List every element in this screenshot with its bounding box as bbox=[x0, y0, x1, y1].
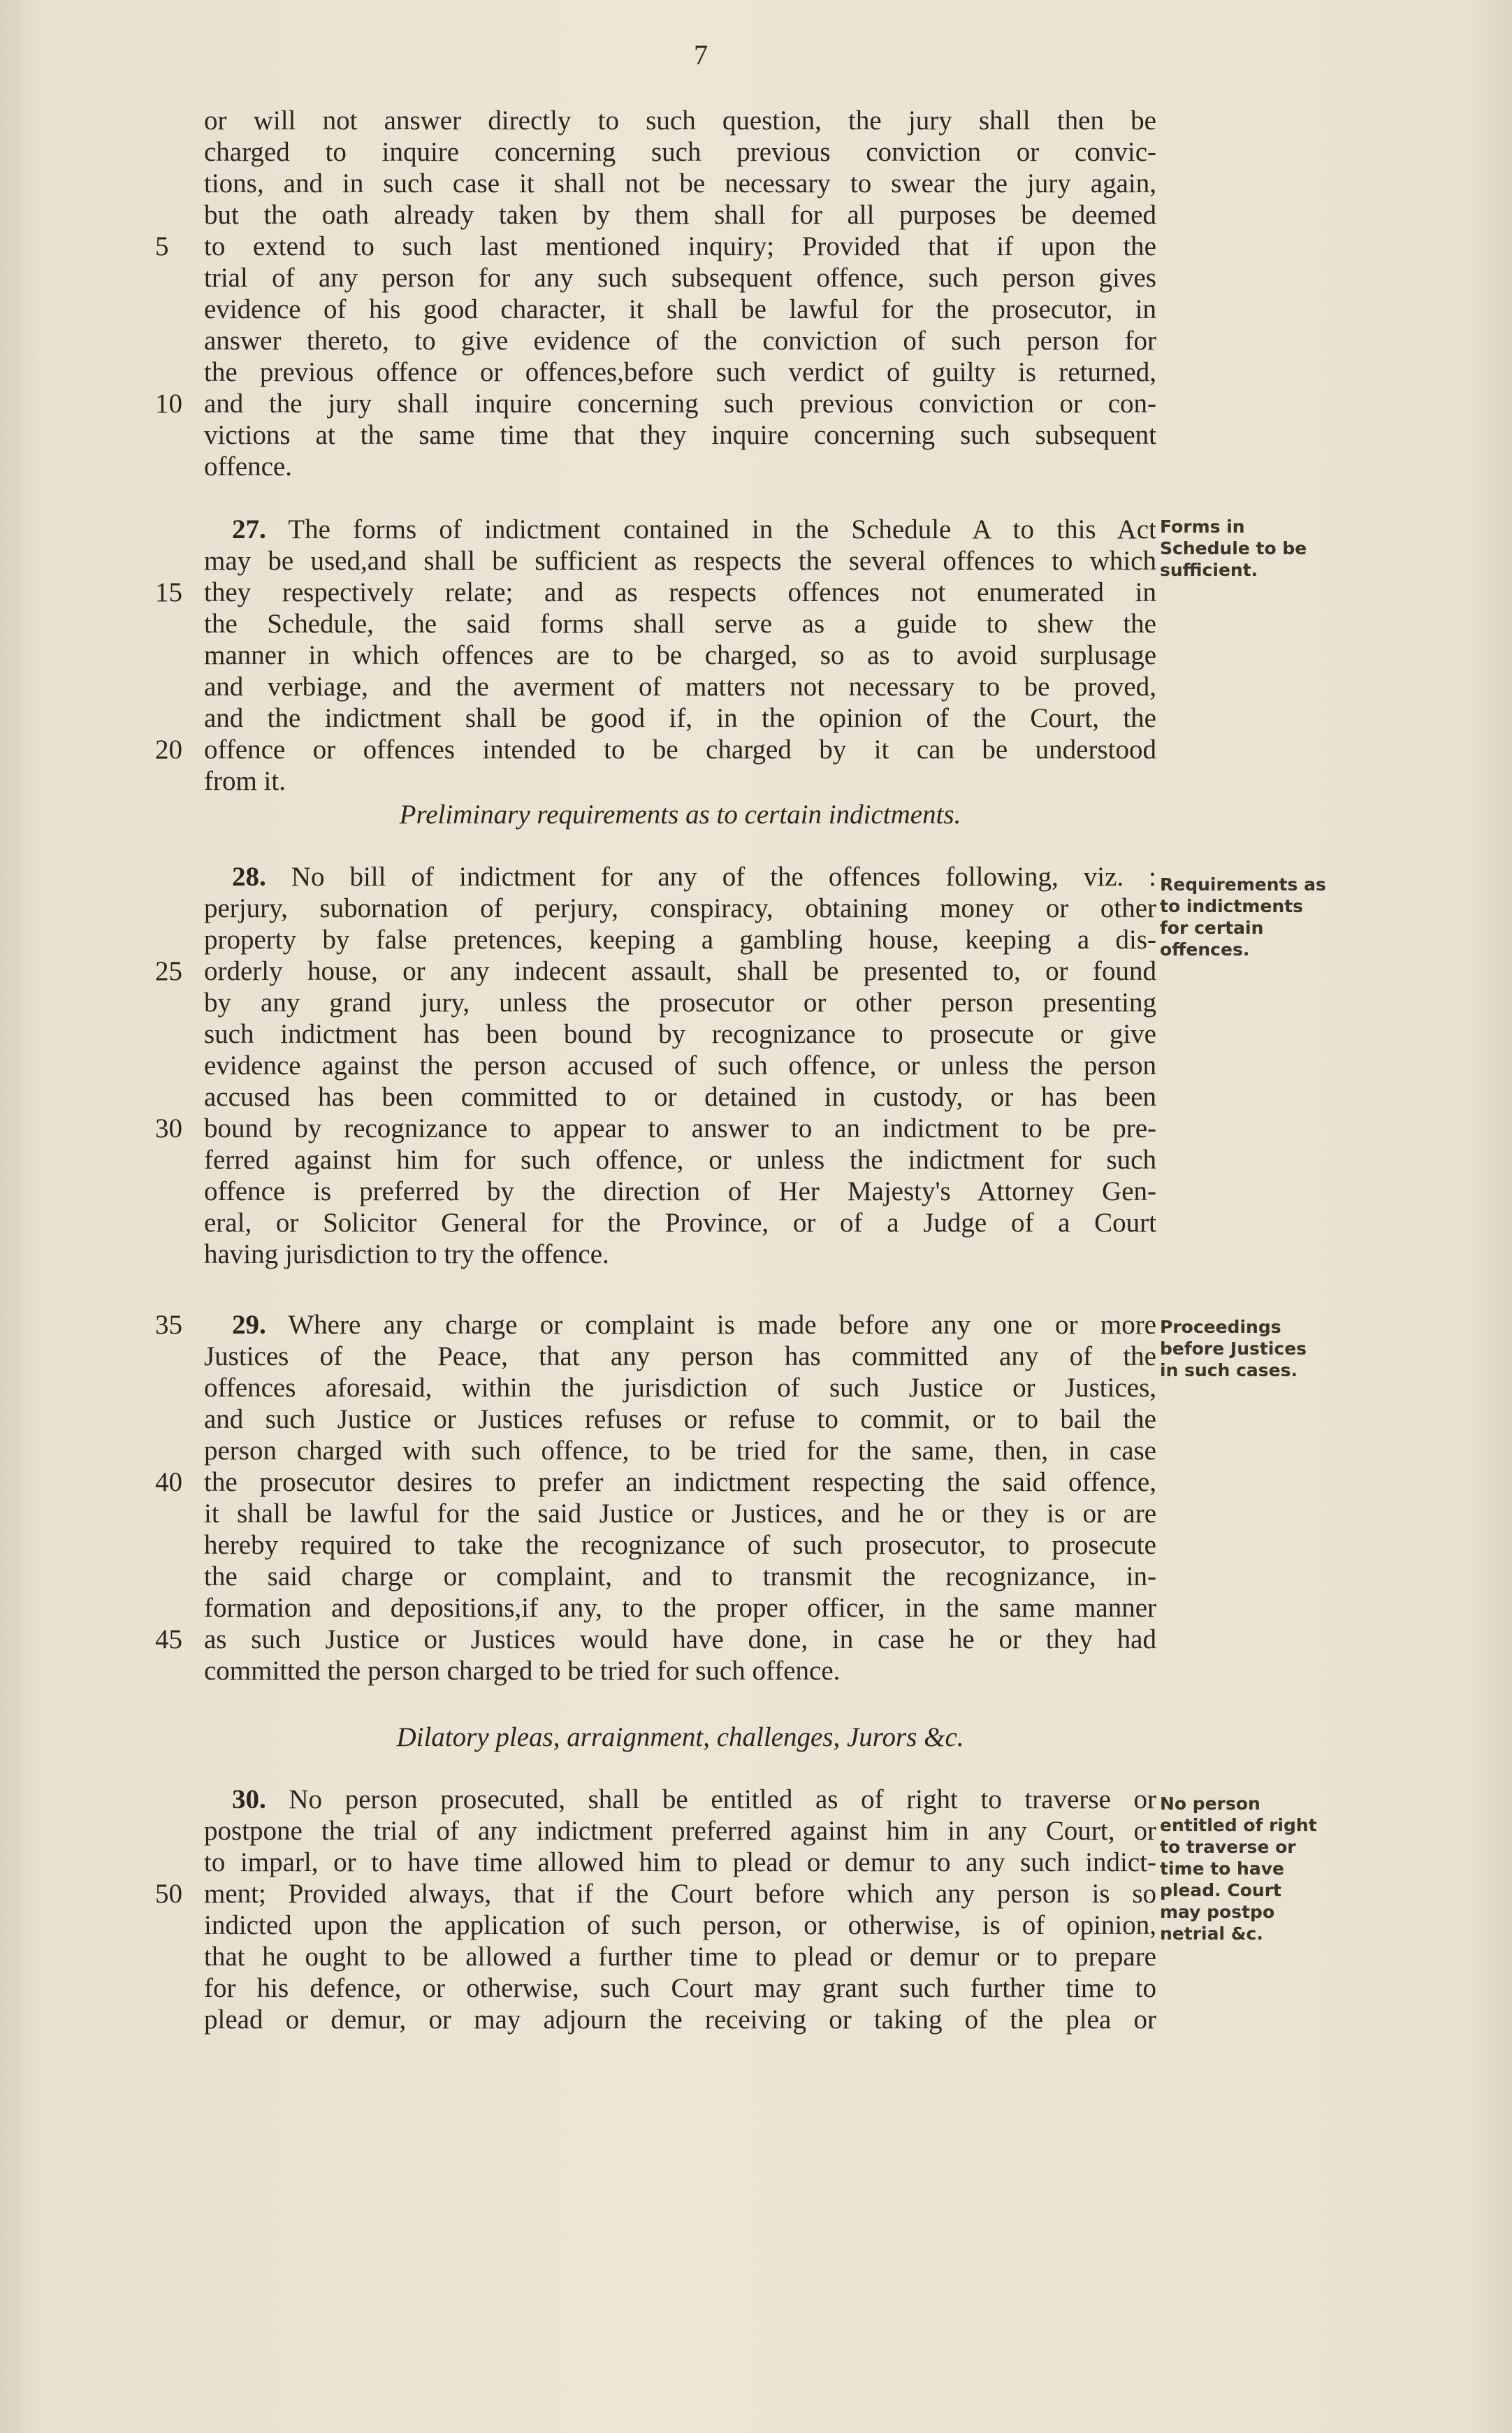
text-line: evidence of his good character, it shall be lawful for the prosecutor, in bbox=[204, 294, 1156, 324]
text-line: offence or offences intended to be charged by it can be understood bbox=[204, 735, 1156, 765]
section-first-text: No person prosecuted, shall be entitled as of right to traverse or bbox=[289, 1784, 1157, 1814]
page-number: 7 bbox=[694, 39, 708, 71]
text-line: it shall be lawful for the said Justice or Justices, and he or they is or are bbox=[204, 1499, 1156, 1529]
section-first-text: Where any charge or complaint is made before any one or more bbox=[288, 1310, 1156, 1340]
text-line: from it. bbox=[204, 766, 286, 796]
text-line: they respectively relate; and as respects offences not enumerated in bbox=[204, 577, 1156, 607]
section-number: 28. bbox=[232, 862, 266, 892]
text-line: committed the person charged to be tried for such offence. bbox=[204, 1656, 841, 1686]
text-line: trial of any person for any such subsequent offence, such person gives bbox=[204, 263, 1156, 293]
line-number: 30 bbox=[155, 1113, 182, 1143]
line-number: 35 bbox=[155, 1310, 182, 1340]
section-number: 27. bbox=[232, 514, 266, 544]
text-line: to extend to such last mentioned inquiry; Provided that if upon the bbox=[204, 231, 1156, 261]
text-line: Justices of the Peace, that any person has committed any of the bbox=[204, 1341, 1156, 1371]
text-line: accused has been committed to or detained in custody, or has been bbox=[204, 1082, 1156, 1112]
line-number: 10 bbox=[155, 389, 182, 419]
text-line: indicted upon the application of such person, or otherwise, is of opinion, bbox=[204, 1910, 1156, 1940]
text-line: hereby required to take the recognizance of such prosecutor, to prosecute bbox=[204, 1530, 1156, 1560]
text-line: formation and depositions,if any, to the proper officer, in the same manner bbox=[204, 1593, 1156, 1623]
margin-note-s29: Proceedings before Justices in such cases. bbox=[1160, 1317, 1307, 1380]
text-line: the previous offence or offences,before such verdict of guilty is returned, bbox=[204, 357, 1156, 387]
text-line: answer thereto, to give evidence of the conviction of such person for bbox=[204, 326, 1156, 356]
section-first-text: The forms of indictment contained in the Schedule A to this Act bbox=[288, 514, 1156, 544]
text-line: offence is preferred by the direction of Her Majesty's Attorney Gen- bbox=[204, 1176, 1156, 1206]
section-heading-dilatory: Dilatory pleas, arraignment, challenges, Jurors &c. bbox=[396, 1722, 964, 1752]
text-line: and the indictment shall be good if, in the opinion of the Court, the bbox=[204, 703, 1156, 733]
text-line: or will not answer directly to such question, the jury shall then be bbox=[204, 106, 1156, 136]
text-line: tions, and in such case it shall not be necessary to swear the jury again, bbox=[204, 168, 1156, 198]
line-number: 5 bbox=[155, 231, 169, 261]
text-line: orderly house, or any indecent assault, shall be presented to, or found bbox=[204, 956, 1156, 986]
text-line: by any grand jury, unless the prosecutor or other person presenting bbox=[204, 988, 1156, 1018]
text-line: evidence against the person accused of such offence, or unless the person bbox=[204, 1051, 1156, 1081]
section-first-line bbox=[204, 861, 1156, 893]
line-number: 25 bbox=[155, 956, 182, 986]
text-line: property by false pretences, keeping a gambling house, keeping a dis- bbox=[204, 925, 1156, 955]
text-line: ferred against him for such offence, or unless the indictment for such bbox=[204, 1145, 1156, 1175]
text-line: the Schedule, the said forms shall serve as a guide to shew the bbox=[204, 609, 1156, 639]
text-line: may be used,and shall be sufficient as respects the several offences to which bbox=[204, 546, 1156, 576]
section-first-line bbox=[204, 1309, 1156, 1341]
text-line: for his defence, or otherwise, such Court may grant such further time to bbox=[204, 1973, 1156, 2003]
line-number: 50 bbox=[155, 1879, 182, 1909]
section-first-line bbox=[204, 1784, 1156, 1816]
text-line: having jurisdiction to try the offence. bbox=[204, 1239, 609, 1269]
section-number: 29. bbox=[232, 1310, 266, 1340]
margin-note-s28: Requirements as to indictments for certain offences. bbox=[1160, 874, 1326, 960]
text-line: and verbiage, and the averment of matters not necessary to be proved, bbox=[204, 672, 1156, 702]
line-number: 20 bbox=[155, 735, 182, 765]
text-line: plead or demur, or may adjourn the receiving or taking of the plea or bbox=[204, 2005, 1156, 2035]
text-line: and such Justice or Justices refuses or refuse to commit, or to bail the bbox=[204, 1404, 1156, 1434]
text-line: to imparl, or to have time allowed him to plead or demur to any such indict- bbox=[204, 1847, 1156, 1877]
text-line: the said charge or complaint, and to transmit the recognizance, in- bbox=[204, 1561, 1156, 1591]
text-line: offence. bbox=[204, 452, 292, 482]
text-line: victions at the same time that they inquire concerning such subsequent bbox=[204, 420, 1156, 450]
line-number: 15 bbox=[155, 577, 182, 607]
text-line: charged to inquire concerning such previous conviction or convic- bbox=[204, 137, 1156, 167]
margin-note-s27: Forms in Schedule to be sufficient. bbox=[1160, 517, 1307, 580]
text-line: person charged with such offence, to be tried for the same, then, in case bbox=[204, 1436, 1156, 1466]
text-line: but the oath already taken by them shall for all purposes be deemed bbox=[204, 200, 1156, 230]
text-line: offences aforesaid, within the jurisdiction of such Justice or Justices, bbox=[204, 1373, 1156, 1403]
section-first-line bbox=[204, 514, 1156, 546]
section-number: 30. bbox=[232, 1784, 266, 1814]
margin-note-s30: No person entitled of right to traverse or time to have plead. Court may postpo netrial &c. bbox=[1160, 1793, 1317, 1944]
text-line: and the jury shall inquire concerning such previous conviction or con- bbox=[204, 389, 1156, 419]
line-number: 45 bbox=[155, 1624, 182, 1654]
text-line: eral, or Solicitor General for the Province, or of a Judge of a Court bbox=[204, 1208, 1156, 1238]
text-line: postpone the trial of any indictment preferred against him in any Court, or bbox=[204, 1816, 1156, 1846]
text-line: ment; Provided always, that if the Court before which any person is so bbox=[204, 1879, 1156, 1909]
text-line: as such Justice or Justices would have done, in case he or they had bbox=[204, 1624, 1156, 1654]
line-number: 40 bbox=[155, 1467, 182, 1497]
text-line: perjury, subornation of perjury, conspiracy, obtaining money or other bbox=[204, 893, 1156, 923]
text-line: manner in which offences are to be charged, so as to avoid surplusage bbox=[204, 640, 1156, 670]
section-heading-preliminary: Preliminary requirements as to certain indictments. bbox=[399, 800, 961, 830]
text-line: such indictment has been bound by recognizance to prosecute or give bbox=[204, 1019, 1156, 1049]
section-first-text: No bill of indictment for any of the offences following, viz. : bbox=[291, 862, 1157, 892]
text-line: that he ought to be allowed a further time to plead or demur or to prepare bbox=[204, 1942, 1156, 1972]
text-line: the prosecutor desires to prefer an indictment respecting the said offence, bbox=[204, 1467, 1156, 1497]
text-line: bound by recognizance to appear to answer to an indictment to be pre- bbox=[204, 1113, 1156, 1143]
